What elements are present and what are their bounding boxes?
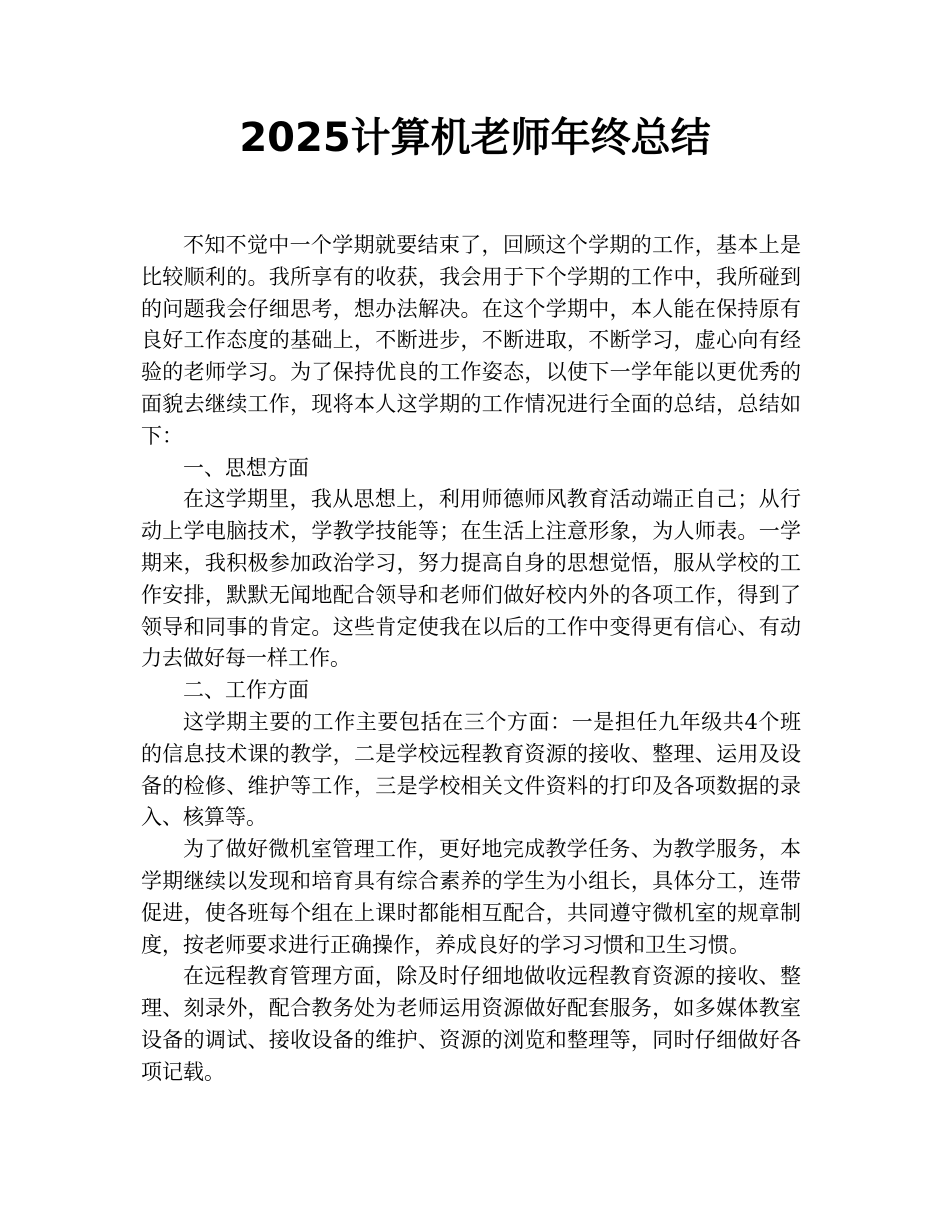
lab-management-paragraph: 为了做好微机室管理工作，更好地完成教学任务、为教学服务，本学期继续以发现和培育具有综合素养的学生为小组长，具体分工，连带促进，使各班每个组在上课时都能相互配合，共同遵守微机室的规章制度，按老师要求进行正确操作，养成良好的学习习惯和卫生习惯。 xyxy=(141,837,801,957)
work-paragraph: 这学期主要的工作主要包括在三个方面：一是担任九年级共4个班的信息技术课的教学，二是学校远程教育资源的接收、整理、运用及设备的检修、维护等工作，三是学校相关文件资料的打印及各项数据的录入、核算等。 xyxy=(141,709,801,830)
intro-paragraph: 不知不觉中一个学期就要结束了，回顾这个学期的工作，基本上是比较顺利的。我所享有的收获，我会用于下个学期的工作中，我所碰到的问题我会仔细思考，想办法解决。在这个学期中，本人能在保持原有良好工作态度的基础上，不断进步，不断进取，不断学习，虚心向有经验的老师学习。为了保持优良的工作姿态，以使下一学年能以更优秀的面貌去继续工作，现将本人这学期的工作情况进行全面的总结，总结如下： xyxy=(141,233,801,448)
thought-paragraph: 在这学期里，我从思想上，利用师德师风教育活动端正自己；从行动上学电脑技术，学教学技能等；在生活上注意形象，为人师表。一学期来，我积极参加政治学习，努力提高自身的思想觉悟，服从学校的工作安排，默默无闻地配合领导和老师们做好校内外的各项工作，得到了领导和同事的肯定。这些肯定使我在以后的工作中变得更有信心、有动力去做好每一样工作。 xyxy=(141,487,801,671)
page-title: 2025计算机老师年终总结 xyxy=(239,115,711,161)
remote-education-paragraph: 在远程教育管理方面，除及时仔细地做收远程教育资源的接收、整理、刻录外，配合教务处为老师运用资源做好配套服务，如多媒体教室设备的调试、接收设备的维护、资源的浏览和整理等，同时仔细做好各项记载。 xyxy=(141,964,801,1084)
section-heading-thought: 一、思想方面 xyxy=(183,455,309,480)
section-heading-work: 二、工作方面 xyxy=(183,678,309,703)
document-body xyxy=(141,230,801,1089)
